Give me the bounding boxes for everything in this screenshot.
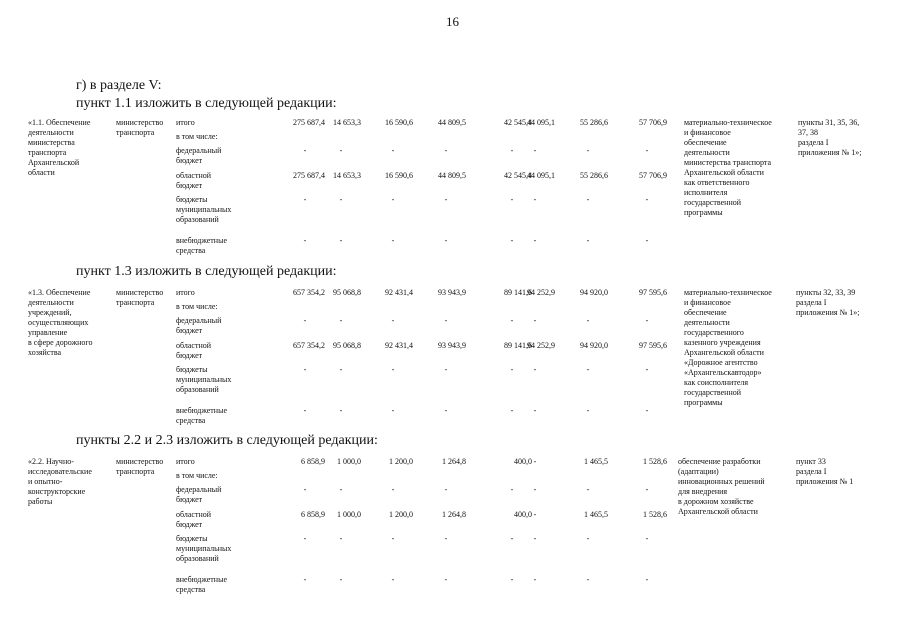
item-result: обеспечение разработки (адаптации) инновационных решений для внедрения в дорожном хозяйстве Архангельской области — [678, 457, 765, 516]
funding-value: 42 545,4 — [504, 118, 532, 127]
funding-value: - — [303, 406, 307, 415]
funding-value: - — [444, 406, 448, 415]
funding-source-label: федеральный бюджет — [176, 485, 222, 504]
funding-source-label: внебюджетные средства — [176, 406, 227, 425]
item-reference: пункт 33 раздела I приложения № 1 — [796, 457, 854, 486]
funding-value: - — [645, 406, 649, 415]
funding-value: - — [510, 365, 514, 374]
funding-value: - — [391, 534, 395, 543]
funding-source-label: бюджеты муниципальных образований — [176, 534, 232, 563]
funding-value: - — [339, 146, 343, 155]
funding-value: 94 920,0 — [580, 341, 608, 350]
funding-value: 94 252,9 — [527, 341, 555, 350]
funding-value: 57 706,9 — [639, 171, 667, 180]
funding-value: 657 354,2 — [293, 341, 325, 350]
funding-value: - — [586, 534, 590, 543]
item-result: материально-техническое и финансовое обеспечение деятельности министерства транспорта Архангельской области как ответственного исполнителя государственной программы — [684, 118, 772, 217]
funding-source-label: в том числе: — [176, 471, 218, 480]
funding-value: 1 465,5 — [584, 510, 608, 519]
funding-value: 657 354,2 — [293, 288, 325, 297]
funding-value: - — [339, 575, 343, 584]
section-heading-3: пункты 2.2 и 2.3 изложить в следующей редакции: — [76, 433, 378, 448]
funding-value: 55 286,6 — [580, 118, 608, 127]
funding-value: - — [303, 575, 307, 584]
funding-value: 275 687,4 — [293, 118, 325, 127]
funding-value: - — [510, 316, 514, 325]
funding-value: - — [339, 534, 343, 543]
funding-value: - — [533, 575, 537, 584]
funding-value: - — [533, 406, 537, 415]
item-reference: пункты 32, 33, 39 раздела I приложения № 1»; — [796, 288, 860, 317]
funding-value: 94 920,0 — [580, 288, 608, 297]
funding-value: 1 264,8 — [442, 510, 466, 519]
funding-value: - — [444, 365, 448, 374]
funding-value: - — [444, 534, 448, 543]
funding-value: 97 595,6 — [639, 341, 667, 350]
funding-value: - — [533, 510, 537, 519]
funding-value: - — [533, 457, 537, 466]
funding-value: - — [339, 195, 343, 204]
funding-value: - — [533, 316, 537, 325]
funding-value: - — [586, 406, 590, 415]
funding-value: - — [339, 236, 343, 245]
funding-value: - — [533, 195, 537, 204]
funding-source-label: в том числе: — [176, 302, 218, 311]
funding-value: - — [510, 236, 514, 245]
funding-value: 14 653,3 — [333, 118, 361, 127]
funding-value: - — [586, 485, 590, 494]
funding-value: - — [444, 195, 448, 204]
funding-value: 275 687,4 — [293, 171, 325, 180]
funding-source-label: бюджеты муниципальных образований — [176, 365, 232, 394]
funding-value: - — [586, 575, 590, 584]
funding-source-label: федеральный бюджет — [176, 316, 222, 335]
funding-value: - — [510, 485, 514, 494]
funding-value: - — [645, 485, 649, 494]
funding-value: - — [391, 236, 395, 245]
item-executor: министерство транспорта — [116, 118, 164, 137]
funding-value: - — [391, 365, 395, 374]
funding-value: 400,0 — [514, 457, 532, 466]
page-number: 16 — [446, 14, 459, 29]
funding-value: - — [391, 195, 395, 204]
funding-value: 89 141,6 — [504, 341, 532, 350]
funding-value: - — [533, 485, 537, 494]
funding-source-label: внебюджетные средства — [176, 236, 227, 255]
funding-value: 97 595,6 — [639, 288, 667, 297]
section-heading-2: пункт 1.3 изложить в следующей редакции: — [76, 264, 337, 279]
funding-value: - — [391, 316, 395, 325]
funding-value: 55 286,6 — [580, 171, 608, 180]
funding-value: - — [586, 365, 590, 374]
funding-value: 16 590,6 — [385, 171, 413, 180]
funding-source-label: итого — [176, 288, 195, 297]
funding-value: - — [391, 575, 395, 584]
funding-value: - — [303, 365, 307, 374]
funding-value: - — [533, 534, 537, 543]
funding-value: - — [586, 316, 590, 325]
funding-value: - — [303, 485, 307, 494]
funding-value: 1 528,6 — [643, 457, 667, 466]
funding-value: - — [339, 406, 343, 415]
funding-value: - — [339, 365, 343, 374]
funding-value: 1 200,0 — [389, 457, 413, 466]
funding-value: 1 000,0 — [337, 457, 361, 466]
funding-value: - — [444, 236, 448, 245]
funding-source-label: областной бюджет — [176, 341, 212, 360]
funding-source-label: областной бюджет — [176, 171, 212, 190]
funding-value: 44 095,1 — [527, 171, 555, 180]
funding-value: - — [510, 406, 514, 415]
funding-value: - — [391, 146, 395, 155]
funding-value: - — [645, 316, 649, 325]
funding-value: - — [586, 195, 590, 204]
funding-value: 92 431,4 — [385, 341, 413, 350]
funding-value: - — [533, 236, 537, 245]
funding-value: 14 653,3 — [333, 171, 361, 180]
item-title: «1.3. Обеспечение деятельности учреждений, осуществляющих управление в сфере дорожного хозяйства — [28, 288, 93, 357]
item-title: «2.2. Научно- исследовательские и опытно- конструкторские работы — [28, 457, 92, 506]
funding-value: 95 068,8 — [333, 288, 361, 297]
funding-value: 93 943,9 — [438, 341, 466, 350]
funding-value: - — [339, 485, 343, 494]
funding-value: - — [391, 485, 395, 494]
funding-value: 1 200,0 — [389, 510, 413, 519]
funding-value: 1 264,8 — [442, 457, 466, 466]
funding-value: - — [645, 534, 649, 543]
funding-source-label: бюджеты муниципальных образований — [176, 195, 232, 224]
funding-value: - — [510, 146, 514, 155]
funding-value: - — [391, 406, 395, 415]
funding-value: - — [533, 365, 537, 374]
funding-value: - — [510, 534, 514, 543]
funding-value: 16 590,6 — [385, 118, 413, 127]
funding-value: 95 068,8 — [333, 341, 361, 350]
funding-value: 6 858,9 — [301, 457, 325, 466]
item-executor: министерство транспорта — [116, 457, 164, 476]
funding-value: 1 528,6 — [643, 510, 667, 519]
item-title: «1.1. Обеспечение деятельности министерства транспорта Архангельской области — [28, 118, 91, 177]
funding-value: - — [533, 146, 537, 155]
item-executor: министерство транспорта — [116, 288, 164, 307]
funding-value: - — [645, 575, 649, 584]
funding-value: - — [303, 236, 307, 245]
funding-value: - — [444, 146, 448, 155]
funding-value: 6 858,9 — [301, 510, 325, 519]
funding-value: 1 465,5 — [584, 457, 608, 466]
funding-value: 94 252,9 — [527, 288, 555, 297]
funding-value: - — [303, 195, 307, 204]
funding-value: 42 545,4 — [504, 171, 532, 180]
funding-value: - — [510, 575, 514, 584]
funding-value: 93 943,9 — [438, 288, 466, 297]
funding-value: - — [303, 316, 307, 325]
funding-value: 400,0 — [514, 510, 532, 519]
funding-value: - — [510, 195, 514, 204]
funding-value: 44 809,5 — [438, 171, 466, 180]
funding-value: 89 141,6 — [504, 288, 532, 297]
funding-value: 92 431,4 — [385, 288, 413, 297]
funding-value: 1 000,0 — [337, 510, 361, 519]
funding-value: 57 706,9 — [639, 118, 667, 127]
funding-value: - — [645, 146, 649, 155]
funding-value: 44 809,5 — [438, 118, 466, 127]
funding-value: 44 095,1 — [527, 118, 555, 127]
section-heading-1: пункт 1.1 изложить в следующей редакции: — [76, 96, 337, 111]
funding-source-label: областной бюджет — [176, 510, 212, 529]
funding-source-label: в том числе: — [176, 132, 218, 141]
funding-source-label: итого — [176, 457, 195, 466]
funding-value: - — [645, 365, 649, 374]
funding-source-label: внебюджетные средства — [176, 575, 227, 594]
funding-value: - — [645, 236, 649, 245]
funding-value: - — [444, 575, 448, 584]
funding-value: - — [339, 316, 343, 325]
funding-value: - — [303, 534, 307, 543]
section-heading-main: г) в разделе V: — [76, 78, 162, 93]
funding-value: - — [303, 146, 307, 155]
funding-value: - — [444, 485, 448, 494]
item-reference: пункты 31, 35, 36, 37, 38 раздела I приложения № 1»; — [798, 118, 862, 157]
funding-source-label: федеральный бюджет — [176, 146, 222, 165]
funding-value: - — [586, 236, 590, 245]
item-result: материально-техническое и финансовое обеспечение деятельности государственного казенного учреждения Архангельской области «Дорожное агентство «Архангельскавтодор» как соисполнителя государственной программы — [684, 288, 772, 407]
funding-source-label: итого — [176, 118, 195, 127]
funding-value: - — [645, 195, 649, 204]
funding-value: - — [444, 316, 448, 325]
funding-value: - — [586, 146, 590, 155]
